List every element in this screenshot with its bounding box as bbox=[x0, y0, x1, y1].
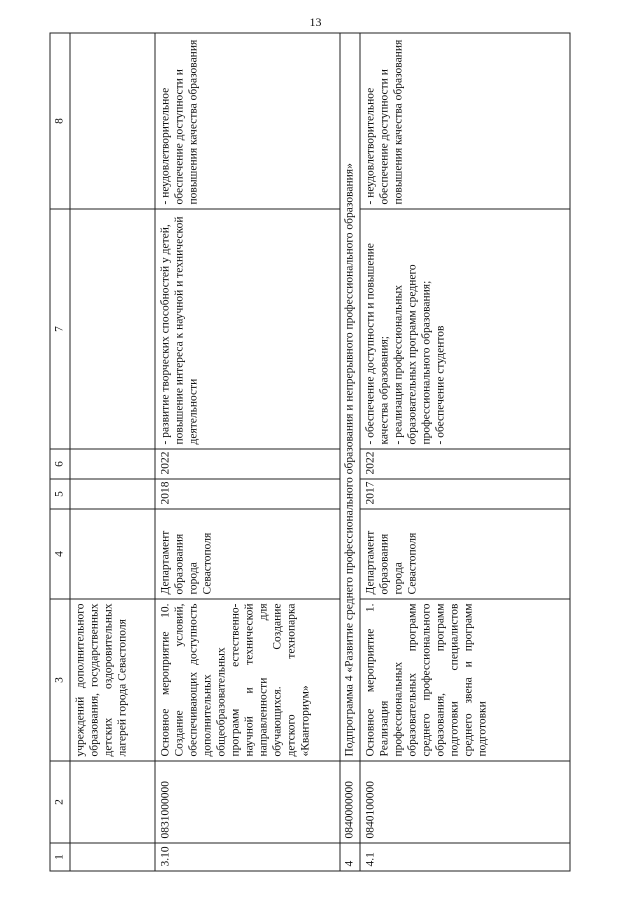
num-cell: 4.1 bbox=[360, 843, 570, 871]
end-year-cell bbox=[70, 449, 155, 479]
event-cell: Основное мероприятие 1. Реализация профессиональных образовательных программ среднего профессионального образования, программ подготовки специалистов среднего звена и программ подготовки bbox=[360, 599, 570, 761]
code-cell: 0840100000 bbox=[360, 761, 570, 843]
consequence-cell: - неудовлетворительное обеспечение доступности и повышения качества образования bbox=[360, 33, 570, 209]
consequence-cell: - неудовлетворительное обеспечение доступности и повышения качества образования bbox=[155, 33, 340, 209]
start-year-cell: 2017 bbox=[360, 479, 570, 509]
column-header: 8 bbox=[50, 33, 70, 209]
event-cell: учреждений дополнительного образования, государственных детских оздоровительных лагерей города Севастополя bbox=[70, 599, 155, 761]
column-header: 6 bbox=[50, 449, 70, 479]
result-cell bbox=[70, 209, 155, 449]
column-header: 2 bbox=[50, 761, 70, 843]
event-cell: Основное мероприятие 10. Создание условий, обеспечивающих доступность дополнительных общеобразовательных программ естественно-научной и технической направленности для обучающихся. Создание детского технопарка «Кванториум» bbox=[155, 599, 340, 761]
code-cell bbox=[70, 761, 155, 843]
column-header: 5 bbox=[50, 479, 70, 509]
executor-cell bbox=[70, 509, 155, 599]
code-cell: 0840000000 bbox=[340, 761, 360, 843]
subprogram-row bbox=[340, 33, 360, 871]
result-line: - реализация профессиональных образовательных программ среднего профессионального образования; bbox=[392, 264, 433, 445]
subprogram-title: Подпрограмма 4 «Развитие среднего профессионального образования и непрерывного профессионального образования» bbox=[340, 33, 360, 761]
table-row bbox=[155, 33, 340, 871]
start-year-cell: 2018 bbox=[155, 479, 340, 509]
num-cell: 4 bbox=[340, 843, 360, 871]
code-cell: 0831000000 bbox=[155, 761, 340, 843]
num-cell bbox=[70, 843, 155, 871]
column-header: 1 bbox=[50, 843, 70, 871]
table-row bbox=[70, 33, 155, 871]
result-cell bbox=[360, 209, 570, 449]
start-year-cell bbox=[70, 479, 155, 509]
rotated-table-wrapper bbox=[50, 34, 571, 872]
executor-cell: Департамент образования города Севастополя bbox=[155, 509, 340, 599]
end-year-cell: 2022 bbox=[360, 449, 570, 479]
table-row bbox=[360, 33, 570, 871]
consequence-cell bbox=[70, 33, 155, 209]
header-row bbox=[50, 33, 70, 871]
program-events-table bbox=[50, 33, 571, 872]
column-header: 4 bbox=[50, 509, 70, 599]
column-header: 7 bbox=[50, 209, 70, 449]
column-header: 3 bbox=[50, 599, 70, 761]
end-year-cell: 2022 bbox=[155, 449, 340, 479]
result-cell: - развитие творческих способностей у детей, повышение интереса к научной и технической деятельности bbox=[155, 209, 340, 449]
result-line: - обеспечение доступности и повышение качества образования; bbox=[364, 243, 391, 445]
page-number: 13 bbox=[309, 15, 322, 29]
num-cell: 3.10 bbox=[155, 843, 340, 871]
executor-cell: Департамент образования города Севастополя bbox=[360, 509, 570, 599]
result-line: - обеспечение студентов bbox=[434, 325, 447, 445]
